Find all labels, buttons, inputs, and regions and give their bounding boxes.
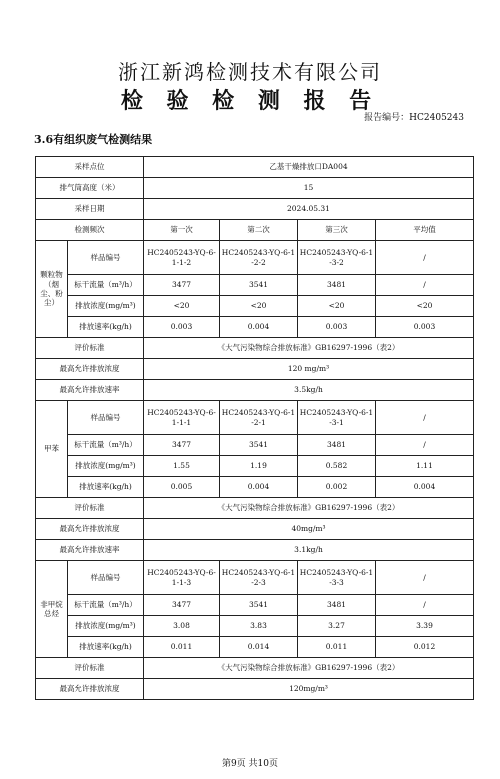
- row-label: 排放浓度(mg/m³): [68, 616, 144, 637]
- table-cell: 3477: [144, 595, 220, 616]
- col-header: 第二次: [220, 220, 298, 241]
- table-row: [36, 359, 474, 380]
- max-conc-value: 40mg/m³: [144, 519, 474, 540]
- table-cell: 1.19: [220, 456, 298, 477]
- max-rate-value: 3.1kg/h: [144, 540, 474, 561]
- table-row: [36, 296, 474, 317]
- table-row: [36, 178, 474, 199]
- table-cell: 3481: [298, 275, 376, 296]
- table-cell: 0.004: [376, 477, 474, 498]
- table-cell: 0.002: [298, 477, 376, 498]
- table-cell: <20: [144, 296, 220, 317]
- table-row: [36, 616, 474, 637]
- row-label: 排放浓度(mg/m³): [68, 456, 144, 477]
- table-row: [36, 220, 474, 241]
- report-title: 检 验 检 测 报 告: [120, 88, 380, 114]
- row-label: 标干流量（m³/h）: [68, 435, 144, 456]
- table-cell: 1.11: [376, 456, 474, 477]
- standard-label: 评价标准: [36, 498, 144, 519]
- table-cell: 3481: [298, 595, 376, 616]
- report-number: 报告编号：HC2405243: [364, 113, 464, 123]
- standard-value: 《大气污染物综合排放标准》GB16297-1996（表2）: [144, 498, 474, 519]
- standard-label: 评价标准: [36, 338, 144, 359]
- table-row: [36, 275, 474, 296]
- table-cell: HC2405243-YQ-6-1-3-2: [298, 241, 376, 275]
- table-cell: 0.003: [144, 317, 220, 338]
- max-conc-value: 120 mg/m³: [144, 359, 474, 380]
- table-cell: HC2405243-YQ-6-1-1-3: [144, 561, 220, 595]
- table-row: [36, 658, 474, 679]
- table-row: [36, 540, 474, 561]
- point-label: 采样点位: [36, 157, 144, 178]
- row-label: 样品编号: [68, 401, 144, 435]
- table-cell: /: [376, 275, 474, 296]
- row-label: 标干流量（m³/h）: [68, 275, 144, 296]
- table-row: [36, 498, 474, 519]
- table-cell: 3.27: [298, 616, 376, 637]
- point-value: 乙基干燥排放口DA004: [144, 157, 474, 178]
- table-row: [36, 561, 474, 595]
- table-cell: /: [376, 241, 474, 275]
- emission-results-table: [35, 156, 474, 700]
- freq-label: 检测频次: [36, 220, 144, 241]
- table-cell: /: [376, 435, 474, 456]
- table-cell: /: [376, 595, 474, 616]
- pollutant-name: 非甲烷总烃: [36, 561, 68, 658]
- max-conc-label: 最高允许排放浓度: [36, 519, 144, 540]
- table-cell: HC2405243-YQ-6-1-3-3: [298, 561, 376, 595]
- table-row: [36, 456, 474, 477]
- date-label: 采样日期: [36, 199, 144, 220]
- table-cell: 0.011: [298, 637, 376, 658]
- row-label: 样品编号: [68, 241, 144, 275]
- table-cell: HC2405243-YQ-6-1-2-3: [220, 561, 298, 595]
- row-label: 排放速率(kg/h): [68, 637, 144, 658]
- table-row: [36, 380, 474, 401]
- table-cell: 0.005: [144, 477, 220, 498]
- table-cell: 0.003: [298, 317, 376, 338]
- table-cell: <20: [376, 296, 474, 317]
- table-cell: 0.004: [220, 317, 298, 338]
- table-row: [36, 595, 474, 616]
- table-cell: HC2405243-YQ-6-1-2-1: [220, 401, 298, 435]
- height-label: 排气筒高度（米）: [36, 178, 144, 199]
- max-rate-label: 最高允许排放速率: [36, 380, 144, 401]
- table-row: [36, 401, 474, 435]
- table-cell: 3477: [144, 435, 220, 456]
- table-cell: 1.55: [144, 456, 220, 477]
- table-cell: <20: [220, 296, 298, 317]
- max-conc-value: 120mg/m³: [144, 679, 474, 700]
- table-cell: /: [376, 401, 474, 435]
- row-label: 排放速率(kg/h): [68, 317, 144, 338]
- row-label: 标干流量（m³/h）: [68, 595, 144, 616]
- table-row: [36, 477, 474, 498]
- table-cell: 0.011: [144, 637, 220, 658]
- pollutant-name: 颗粒物（烟尘、粉尘）: [36, 241, 68, 338]
- table-cell: 0.003: [376, 317, 474, 338]
- table-cell: 0.582: [298, 456, 376, 477]
- table-cell: 0.004: [220, 477, 298, 498]
- table-cell: HC2405243-YQ-6-1-3-1: [298, 401, 376, 435]
- page-footer: 第9页 共10页: [221, 759, 279, 769]
- table-row: [36, 679, 474, 700]
- standard-value: 《大气污染物综合排放标准》GB16297-1996（表2）: [144, 658, 474, 679]
- standard-value: 《大气污染物综合排放标准》GB16297-1996（表2）: [144, 338, 474, 359]
- table-cell: 3.83: [220, 616, 298, 637]
- row-label: 排放速率(kg/h): [68, 477, 144, 498]
- company-name: 浙江新鸿检测技术有限公司: [118, 60, 382, 84]
- table-cell: 3.39: [376, 616, 474, 637]
- table-cell: HC2405243-YQ-6-1-1-1: [144, 401, 220, 435]
- table-cell: 3541: [220, 435, 298, 456]
- height-value: 15: [144, 178, 474, 199]
- table-cell: <20: [298, 296, 376, 317]
- table-cell: 3.08: [144, 616, 220, 637]
- date-value: 2024.05.31: [144, 199, 474, 220]
- table-cell: HC2405243-YQ-6-1-1-2: [144, 241, 220, 275]
- table-row: [36, 241, 474, 275]
- table-cell: 3541: [220, 275, 298, 296]
- table-cell: 0.014: [220, 637, 298, 658]
- table-cell: 3481: [298, 435, 376, 456]
- col-header: 第三次: [298, 220, 376, 241]
- max-conc-label: 最高允许排放浓度: [36, 679, 144, 700]
- max-rate-value: 3.5kg/h: [144, 380, 474, 401]
- col-header: 第一次: [144, 220, 220, 241]
- standard-label: 评价标准: [36, 658, 144, 679]
- table-row: [36, 199, 474, 220]
- table-cell: /: [376, 561, 474, 595]
- table-row: [36, 637, 474, 658]
- table-cell: 3477: [144, 275, 220, 296]
- table-row: [36, 317, 474, 338]
- row-label: 排放浓度(mg/m³): [68, 296, 144, 317]
- max-rate-label: 最高允许排放速率: [36, 540, 144, 561]
- table-row: [36, 519, 474, 540]
- max-conc-label: 最高允许排放浓度: [36, 359, 144, 380]
- pollutant-name: 甲苯: [36, 401, 68, 498]
- table-cell: 3541: [220, 595, 298, 616]
- section-title: 3.6有组织废气检测结果: [34, 133, 153, 146]
- table-row: [36, 435, 474, 456]
- table-row: [36, 338, 474, 359]
- table-cell: HC2405243-YQ-6-1-2-2: [220, 241, 298, 275]
- col-header: 平均值: [376, 220, 474, 241]
- table-cell: 0.012: [376, 637, 474, 658]
- row-label: 样品编号: [68, 561, 144, 595]
- table-row: [36, 157, 474, 178]
